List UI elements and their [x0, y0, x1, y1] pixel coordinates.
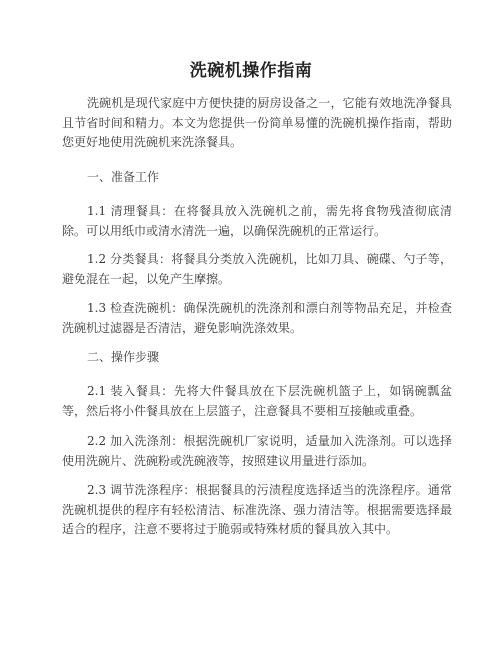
document-title: 洗碗机操作指南	[189, 61, 313, 81]
paragraph-2-2: 2.2 加入洗涤剂：根据洗碗机厂家说明，适量加入洗涤剂。可以选择使用洗碗片、洗碗粉或洗碗液等，按照建议用量进行添加。	[62, 434, 452, 468]
section-heading-preparation: 一、准备工作	[87, 170, 160, 184]
section-heading-steps: 二、操作步骤	[87, 350, 160, 364]
paragraph-2-3: 2.3 调节洗涤程序：根据餐具的污渍程度选择适当的洗涤程序。通常洗碗机提供的程序有轻松清洁、标准洗涤、强力清洁等。根据需要选择最适合的程序，注意不要将过于脆弱或特殊材质的餐具放入其中。	[62, 483, 452, 536]
intro-paragraph: 洗碗机是现代家庭中方便快捷的厨房设备之一，它能有效地洗净餐具且节省时间和精力。本文为您提供一份简单易懂的洗碗机操作指南，帮助您更好地使用洗碗机来洗涤餐具。	[62, 96, 452, 149]
paragraph-1-3: 1.3 检查洗碗机：确保洗碗机的洗涤剂和漂白剂等物品充足，并检查洗碗机过滤器是否清洁，避免影响洗涤效果。	[62, 301, 452, 335]
paragraph-2-1: 2.1 装入餐具：先将大件餐具放在下层洗碗机篮子上，如锅碗瓢盆等，然后将小件餐具放在上层篮子，注意餐具不要相互接触或重叠。	[62, 384, 452, 418]
paragraph-1-2: 1.2 分类餐具：将餐具分类放入洗碗机，比如刀具、碗碟、勺子等，避免混在一起，以免产生摩擦。	[62, 252, 452, 286]
paragraph-1-1: 1.1 清理餐具：在将餐具放入洗碗机之前，需先将食物残渣彻底清除。可以用纸巾或清水清洗一遍，以确保洗碗机的正常运行。	[62, 204, 452, 238]
